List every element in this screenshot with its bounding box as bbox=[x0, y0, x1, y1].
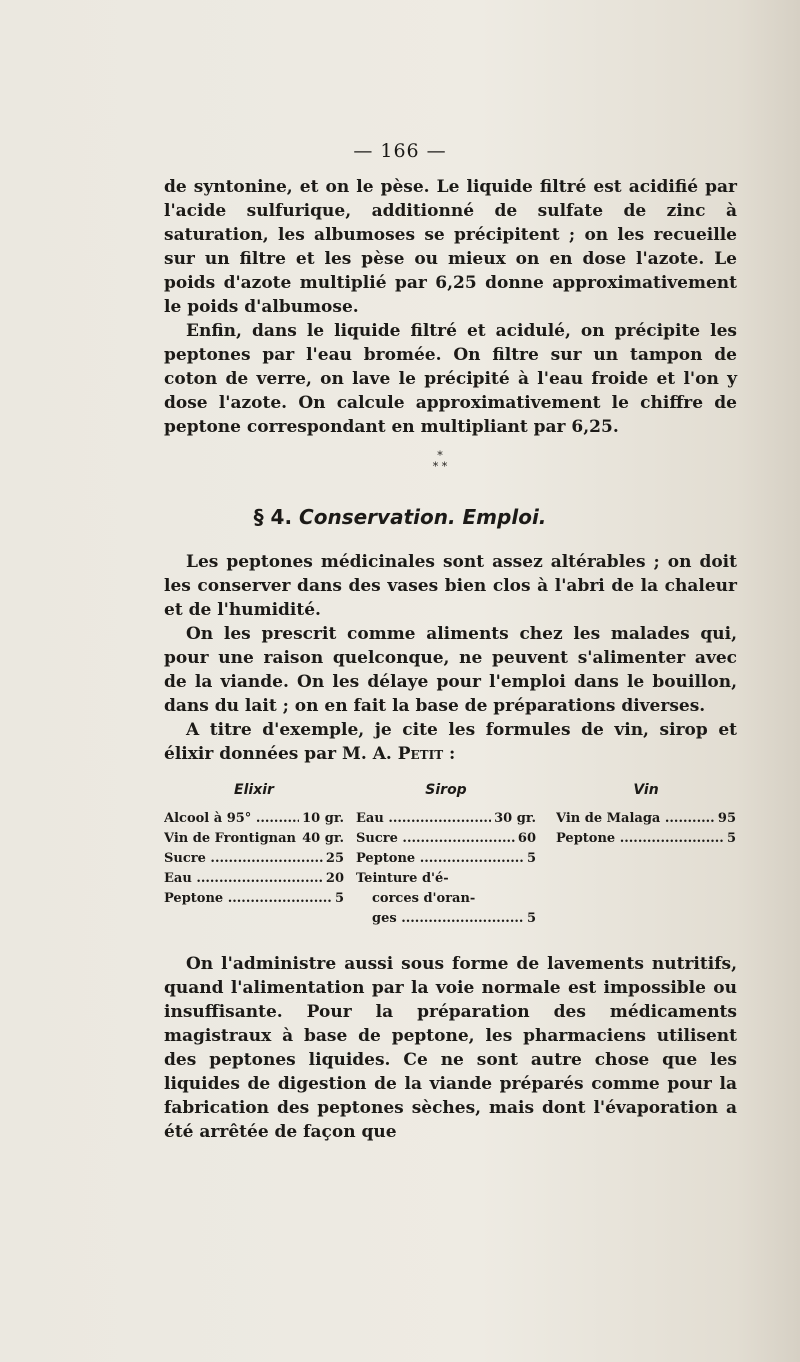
formula-heading: Vin bbox=[633, 782, 659, 798]
paragraph: de syntonine, et on le pèse. Le liquide filtré est acidifié par l'acide sulfurique, additionné de sulfate de zinc à saturation, les albumoses se précipitent ; on les recueille sur un filtre et les pèse ou mieux on en dose l'azote. Le poids d'azote multiplié par 6,25 donne approximativement le poids d'albumose. bbox=[164, 177, 737, 317]
formula-row: Eau ..... 30 gr. bbox=[356, 809, 536, 829]
formula-table bbox=[164, 780, 744, 940]
formula-row: Eau ..... 20 bbox=[164, 869, 344, 889]
formula-row: Teinture d'é- bbox=[356, 871, 449, 886]
asterism-ornament: * * * bbox=[432, 449, 448, 473]
formula-row: Alcool à 95° ..... 10 gr. bbox=[164, 809, 344, 829]
formula-heading: Elixir bbox=[234, 782, 274, 798]
formula-row: Peptone ..... 5 bbox=[164, 889, 344, 909]
formula-column-elixir bbox=[164, 780, 344, 909]
example-intro-text: A titre d'exemple, je cite les formules de vin, sirop et élixir données par M. A. bbox=[164, 720, 737, 764]
text-block-top bbox=[164, 175, 737, 439]
formula-row: Vin de Frontignan ..... 40 gr. bbox=[164, 829, 344, 849]
text-block-bottom bbox=[164, 952, 737, 1144]
formula-row: ges ..... 5 bbox=[356, 909, 536, 929]
paragraph bbox=[164, 718, 737, 766]
section-title: Conservation. Emploi. bbox=[299, 505, 547, 529]
section-heading bbox=[0, 505, 800, 529]
example-intro-suffix: : bbox=[443, 744, 456, 764]
formula-row: Vin de Malaga ..... 95 bbox=[556, 809, 736, 829]
formula-column-sirop bbox=[356, 780, 536, 929]
formula-row: corces d'oran- bbox=[372, 891, 476, 906]
page-number: — 166 — bbox=[353, 140, 447, 162]
formula-column-vin bbox=[556, 780, 736, 849]
text-block-middle bbox=[164, 550, 737, 766]
paragraph: Les peptones médicinales sont assez altérables ; on doit les conserver dans des vases bien clos à l'abri de la chaleur et de l'humidité. bbox=[164, 552, 737, 620]
paragraph: On l'administre aussi sous forme de lavements nutritifs, quand l'alimentation par la voie normale est impossible ou insuffisante. Pour la préparation des médicaments magistraux à base de peptone, les pharmaciens utilisent des peptones liquides. Ce ne sont autre chose que les liquides de digestion de la viande préparés comme pour la fabrication des peptones sèches, mais dont l'évaporation a été arrêtée de façon que bbox=[164, 954, 737, 1142]
author-name: Petit bbox=[397, 744, 444, 764]
section-number: § 4. bbox=[253, 505, 293, 529]
paragraph: Enfin, dans le liquide filtré et acidulé, on précipite les peptones par l'eau bromée. On filtre sur un tampon de coton de verre, on lave le précipité à l'eau froide et l'on y dose l'azote. On calcule approximativement le chiffre de peptone correspondant en multipliant par 6,25. bbox=[164, 321, 737, 437]
paragraph: On les prescrit comme aliments chez les malades qui, pour une raison quelconque, ne peuvent s'alimenter avec de la viande. On les délaye pour l'emploi dans le bouillon, dans du lait ; on en fait la base de préparations diverses. bbox=[164, 624, 737, 716]
formula-heading: Sirop bbox=[425, 782, 467, 798]
formula-row: Peptone ..... 5 bbox=[556, 829, 736, 849]
formula-row: Sucre ..... 25 bbox=[164, 849, 344, 869]
formula-row: Sucre ..... 60 bbox=[356, 829, 536, 849]
formula-row: Peptone ..... 5 bbox=[356, 849, 536, 869]
